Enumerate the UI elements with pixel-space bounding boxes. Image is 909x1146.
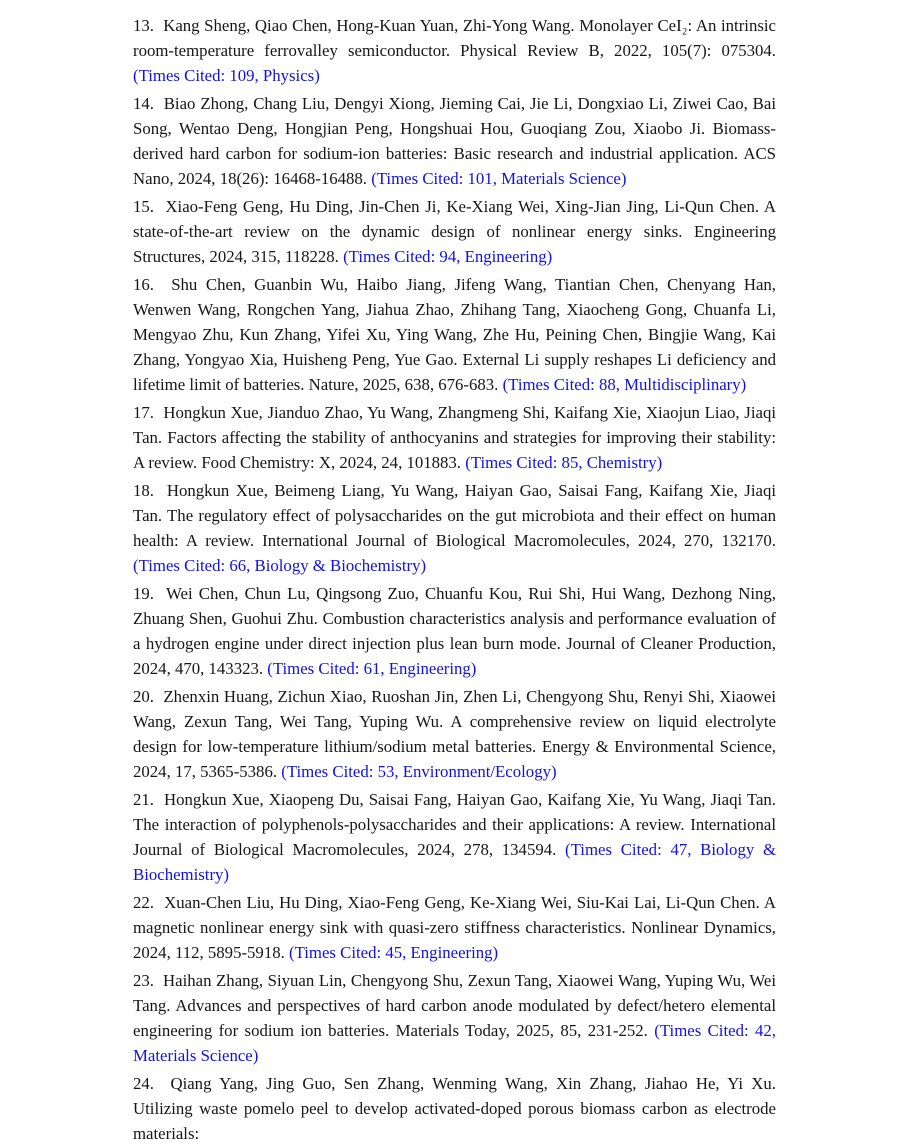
reference-text: 19. Wei Chen, Chun Lu, Qingsong Zuo, Chuanfu Kou, Rui Shi, Hui Wang, Dezhong Ning, Zhuang Shen, Guohui Zhu. Combustion characteristics analysis and performance evaluation of a hydrogen engine under direct injection plus lean burn mode. Journal of Cleaner Production, 2024, 470, 143323. [133, 584, 776, 678]
reference-item-14 [133, 91, 776, 191]
times-cited-note: (Times Cited: 94, Engineering) [343, 247, 553, 266]
times-cited-note: (Times Cited: 101, Materials Science) [371, 169, 627, 188]
times-cited-note: (Times Cited: 66, Biology & Biochemistry) [133, 556, 427, 575]
reference-text: 22. Xuan-Chen Liu, Hu Ding, Xiao-Feng Geng, Ke-Xiang Wei, Siu-Kai Lai, Li-Qun Chen. A magnetic nonlinear energy sink with quasi-zero stiffness characteristics. Nonlinear Dynamics, 2024, 112, 5895-5918. [133, 893, 776, 962]
reference-item-22 [133, 890, 776, 965]
times-cited-note: (Times Cited: 53, Environment/Ecology) [281, 762, 557, 781]
reference-text: 20. Zhenxin Huang, Zichun Xiao, Ruoshan Jin, Zhen Li, Chengyong Shu, Renyi Shi, Xiaowei Wang, Zexun Tang, Wei Tang, Yuping Wu. A comprehensive review on liquid electrolyte design for low-temperature lithium/sodium metal batteries. Energy & Environmental Science, 2024, 17, 5365-5386. [133, 687, 776, 781]
reference-item-13 [133, 13, 776, 88]
reference-item-16 [133, 272, 776, 397]
times-cited-note: (Times Cited: 88, Multidisciplinary) [502, 375, 747, 394]
times-cited-note: (Times Cited: 85, Chemistry) [465, 453, 663, 472]
reference-item-24 [133, 1071, 776, 1146]
reference-item-15 [133, 194, 776, 269]
reference-text: 18. Hongkun Xue, Beimeng Liang, Yu Wang, Haiyan Gao, Saisai Fang, Kaifang Xie, Jiaqi Tan. The regulatory effect of polysaccharides on the gut microbiota and their effect on human health: A review. International Journal of Biological Macromolecules, 2024, 270, 132170. [133, 481, 776, 550]
reference-item-17 [133, 400, 776, 475]
reference-item-18 [133, 478, 776, 578]
times-cited-note: (Times Cited: 42, Materials Science) [133, 1021, 776, 1065]
reference-text: 14. Biao Zhong, Chang Liu, Dengyi Xiong, Jieming Cai, Jie Li, Dongxiao Li, Ziwei Cao, Bai Song, Wentao Deng, Hongjian Peng, Hongshuai Hou, Guoqiang Zou, Xiaobo Ji. Biomass-derived hard carbon for sodium-ion batteries: Basic research and industrial application. ACS Nano, 2024, 18(26): 16468-16488. [133, 94, 776, 188]
reference-text: 21. Hongkun Xue, Xiaopeng Du, Saisai Fang, Haiyan Gao, Kaifang Xie, Yu Wang, Jiaqi Tan. The interaction of polyphenols-polysaccharides and their applications: A review. International Journal of Biological Macromolecules, 2024, 278, 134594. [133, 790, 776, 859]
reference-text: 15. Xiao-Feng Geng, Hu Ding, Jin-Chen Ji, Ke-Xiang Wei, Xing-Jian Jing, Li-Qun Chen. A state-of-the-art review on the dynamic design of nonlinear energy sinks. Engineering Structures, 2024, 315, 118228. [133, 197, 776, 266]
reference-text: 16. Shu Chen, Guanbin Wu, Haibo Jiang, Jifeng Wang, Tiantian Chen, Chenyang Han, Wenwen Wang, Rongchen Yang, Jiahua Zhao, Zhihang Tang, Xiaocheng Gong, Chuanfa Li, Mengyao Zhu, Kun Zhang, Yifei Xu, Ying Wang, Zhe Hu, Peining Chen, Bingjie Wang, Kai Zhang, Yongyao Xia, Huisheng Peng, Yue Gao. External Li supply reshapes Li deficiency and lifetime limit of batteries. Nature, 2025, 638, 676-683. [133, 275, 776, 394]
times-cited-note: (Times Cited: 61, Engineering) [267, 659, 477, 678]
reference-item-23 [133, 968, 776, 1068]
reference-text: 17. Hongkun Xue, Jianduo Zhao, Yu Wang, Zhangmeng Shi, Kaifang Xie, Xiaojun Liao, Jiaqi Tan. Factors affecting the stability of anthocyanins and strategies for improving their stability: A review. Food Chemistry: X, 2024, 24, 101883. [133, 403, 776, 472]
times-cited-note: (Times Cited: 47, Biology & Biochemistry) [133, 840, 777, 884]
reference-item-20 [133, 684, 776, 784]
times-cited-note: (Times Cited: 45, Engineering) [289, 943, 499, 962]
reference-text: 24. Qiang Yang, Jing Guo, Sen Zhang, Wenming Wang, Xin Zhang, Jiahao He, Yi Xu. Utilizing waste pomelo peel to develop activated-doped porous biomass carbon as electrode materials: [133, 1074, 776, 1143]
reference-item-21 [133, 787, 776, 887]
reference-text: 13. Kang Sheng, Qiao Chen, Hong-Kuan Yuan, Zhi-Yong Wang. Monolayer CeI₂: An intrinsic room-temperature ferrovalley semiconductor. Physical Review B, 2022, 105(7): 075304. [133, 16, 776, 60]
reference-text: 23. Haihan Zhang, Siyuan Lin, Chengyong Shu, Zexun Tang, Xiaowei Wang, Yuping Wu, Wei Tang. Advances and perspectives of hard carbon anode modulated by defect/hetero elemental engineering for sodium ion batteries. Materials Today, 2025, 85, 231-252. [133, 971, 776, 1040]
reference-item-19 [133, 581, 776, 681]
times-cited-note: (Times Cited: 109, Physics) [133, 66, 320, 85]
